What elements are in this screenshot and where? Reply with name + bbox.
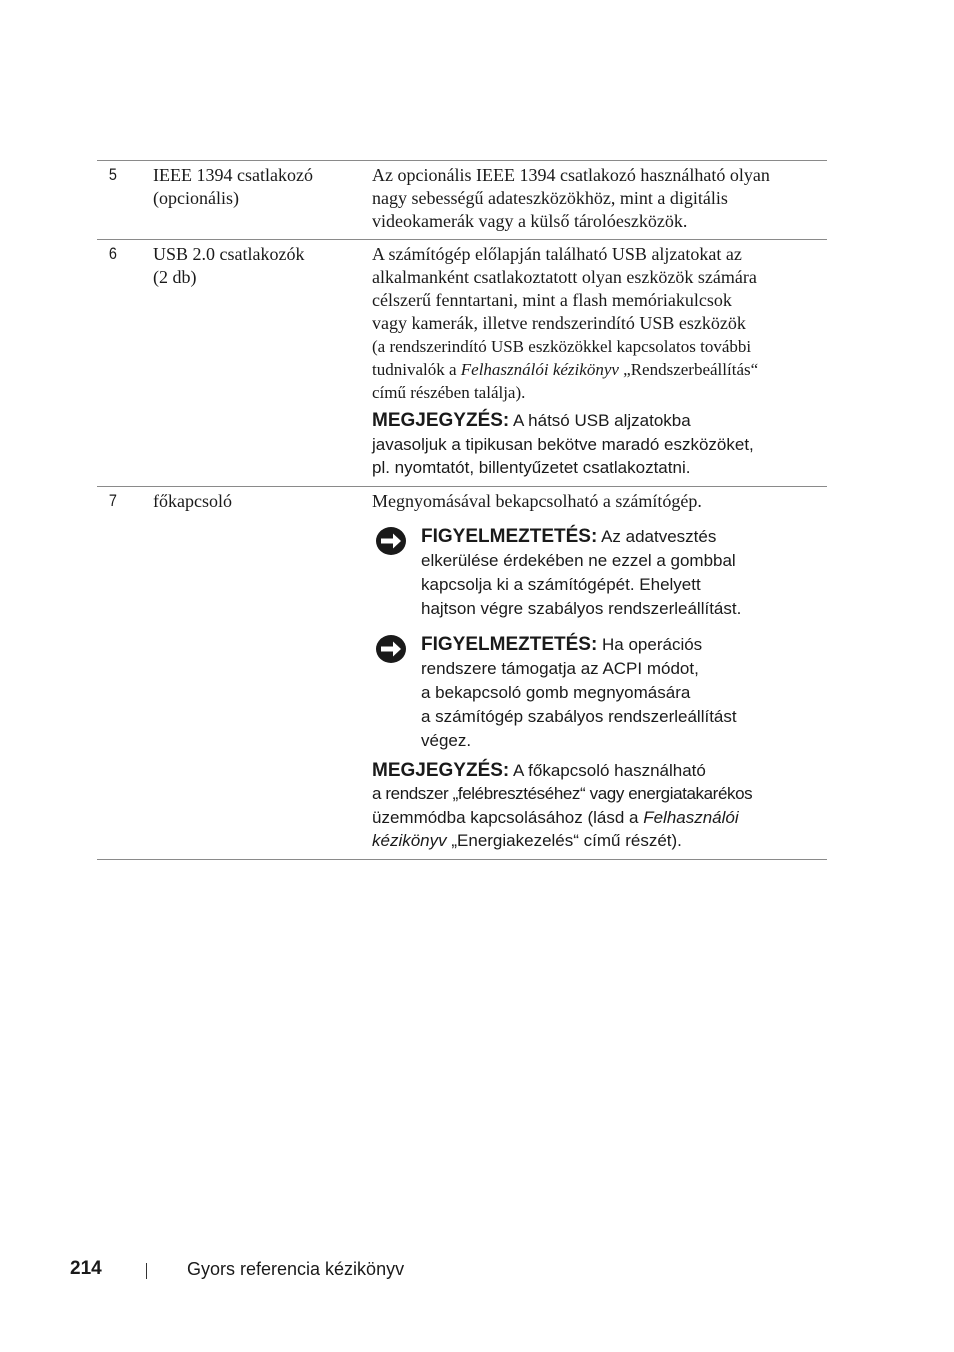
note-line	[372, 759, 827, 783]
page-footer	[70, 1258, 670, 1284]
notice-label: FIGYELMEZTETÉS:	[421, 525, 598, 547]
description-line: vagy kamerák, illetve rendszerindító USB eszközök	[372, 313, 746, 333]
notice-line: elkerülése érdekében ne ezzel a gombbal	[421, 550, 736, 570]
description-line: című részében találja).	[372, 383, 526, 402]
footer-title: Gyors referencia kézikönyv	[187, 1259, 405, 1279]
description-line: Megnyomásával bekapcsolható a számítógép.	[372, 490, 702, 511]
note-line: javasoljuk a tipikusan bekötve maradó eszközöket,	[372, 434, 754, 454]
notice-line: kapcsolja ki a számítógépét. Ehelyett	[421, 574, 701, 594]
warning-notice	[372, 525, 827, 621]
text-span: A főkapcsoló használható	[509, 760, 706, 780]
table-row	[97, 160, 827, 239]
note-line: a rendszer „felébresztéséhez“ vagy energiatakarékos	[372, 784, 753, 803]
footer-divider	[146, 1263, 147, 1279]
text-span: „Rendszerbeállítás“	[618, 360, 759, 379]
row-number: 6	[108, 244, 117, 263]
description-line: célszerű fenntartani, mint a flash memóriakulcsok	[372, 290, 732, 310]
row-name	[153, 487, 372, 859]
table-row	[97, 486, 827, 860]
notice-line: a bekapcsoló gomb megnyomására	[421, 682, 691, 702]
name-line: (opcionális)	[153, 188, 239, 208]
notice-line: hajtson végre szabályos rendszerleállítást.	[421, 598, 742, 618]
notice-line	[421, 633, 827, 657]
note-line	[372, 409, 827, 433]
name-line: főkapcsoló	[153, 490, 232, 511]
note-line: pl. nyomtatót, billentyűzetet csatlakoztatni.	[372, 458, 691, 477]
text-span: Az adatvesztés	[597, 526, 717, 546]
description-line: A számítógép előlapján található USB aljzatokat az	[372, 244, 742, 264]
row-number: 7	[108, 490, 117, 510]
manual-reference: kézikönyv	[372, 831, 447, 850]
note-label: MEGJEGYZÉS:	[372, 759, 510, 781]
text-span: „Energiakezelés“ című részét).	[446, 831, 682, 850]
note-line	[372, 829, 827, 853]
ports-table	[97, 160, 827, 860]
notice-icon	[375, 634, 407, 664]
row-number: 5	[108, 165, 117, 184]
table-row	[97, 239, 827, 486]
name-line: (2 db)	[153, 267, 197, 287]
notice-icon	[375, 526, 407, 556]
text-span: tudnivalók a	[372, 360, 461, 379]
text-span: Ha operációs	[597, 634, 703, 654]
note-block	[372, 409, 827, 480]
description-line: alkalmanként csatlakoztatott olyan eszközök számára	[372, 267, 757, 287]
name-line: IEEE 1394 csatlakozó	[153, 165, 313, 185]
row-description	[372, 161, 827, 239]
description-line	[372, 358, 827, 381]
manual-reference: Felhasználói	[643, 807, 739, 827]
notice-label: FIGYELMEZTETÉS:	[421, 633, 598, 655]
text-span: üzemmódba kapcsolásához (lásd a	[372, 807, 644, 827]
description-line: Az opcionális IEEE 1394 csatlakozó használható olyan	[372, 165, 770, 185]
notice-line: végez.	[421, 730, 472, 750]
description-line: (a rendszerindító USB eszközökkel kapcsolatos további	[372, 337, 752, 356]
notice-line	[421, 525, 827, 549]
manual-reference: Felhasználói kézikönyv	[460, 360, 619, 379]
row-name	[153, 161, 372, 239]
row-name	[153, 240, 372, 486]
warning-notice	[372, 633, 827, 753]
page-number: 214	[70, 1258, 102, 1279]
description-line: videokamerák vagy a külső tárolóeszközök.	[372, 211, 688, 231]
row-description	[372, 240, 827, 486]
description-line: nagy sebességű adateszközökhöz, mint a digitális	[372, 188, 728, 208]
text-span: A hátsó USB aljzatokba	[509, 411, 691, 430]
name-line: USB 2.0 csatlakozók	[153, 244, 305, 264]
note-block	[372, 759, 827, 853]
notice-line: rendszere támogatja az ACPI módot,	[421, 658, 699, 678]
notice-line: a számítógép szabályos rendszerleállítást	[421, 706, 737, 726]
note-line	[372, 806, 827, 830]
row-description	[372, 487, 827, 859]
note-label: MEGJEGYZÉS:	[372, 410, 510, 431]
